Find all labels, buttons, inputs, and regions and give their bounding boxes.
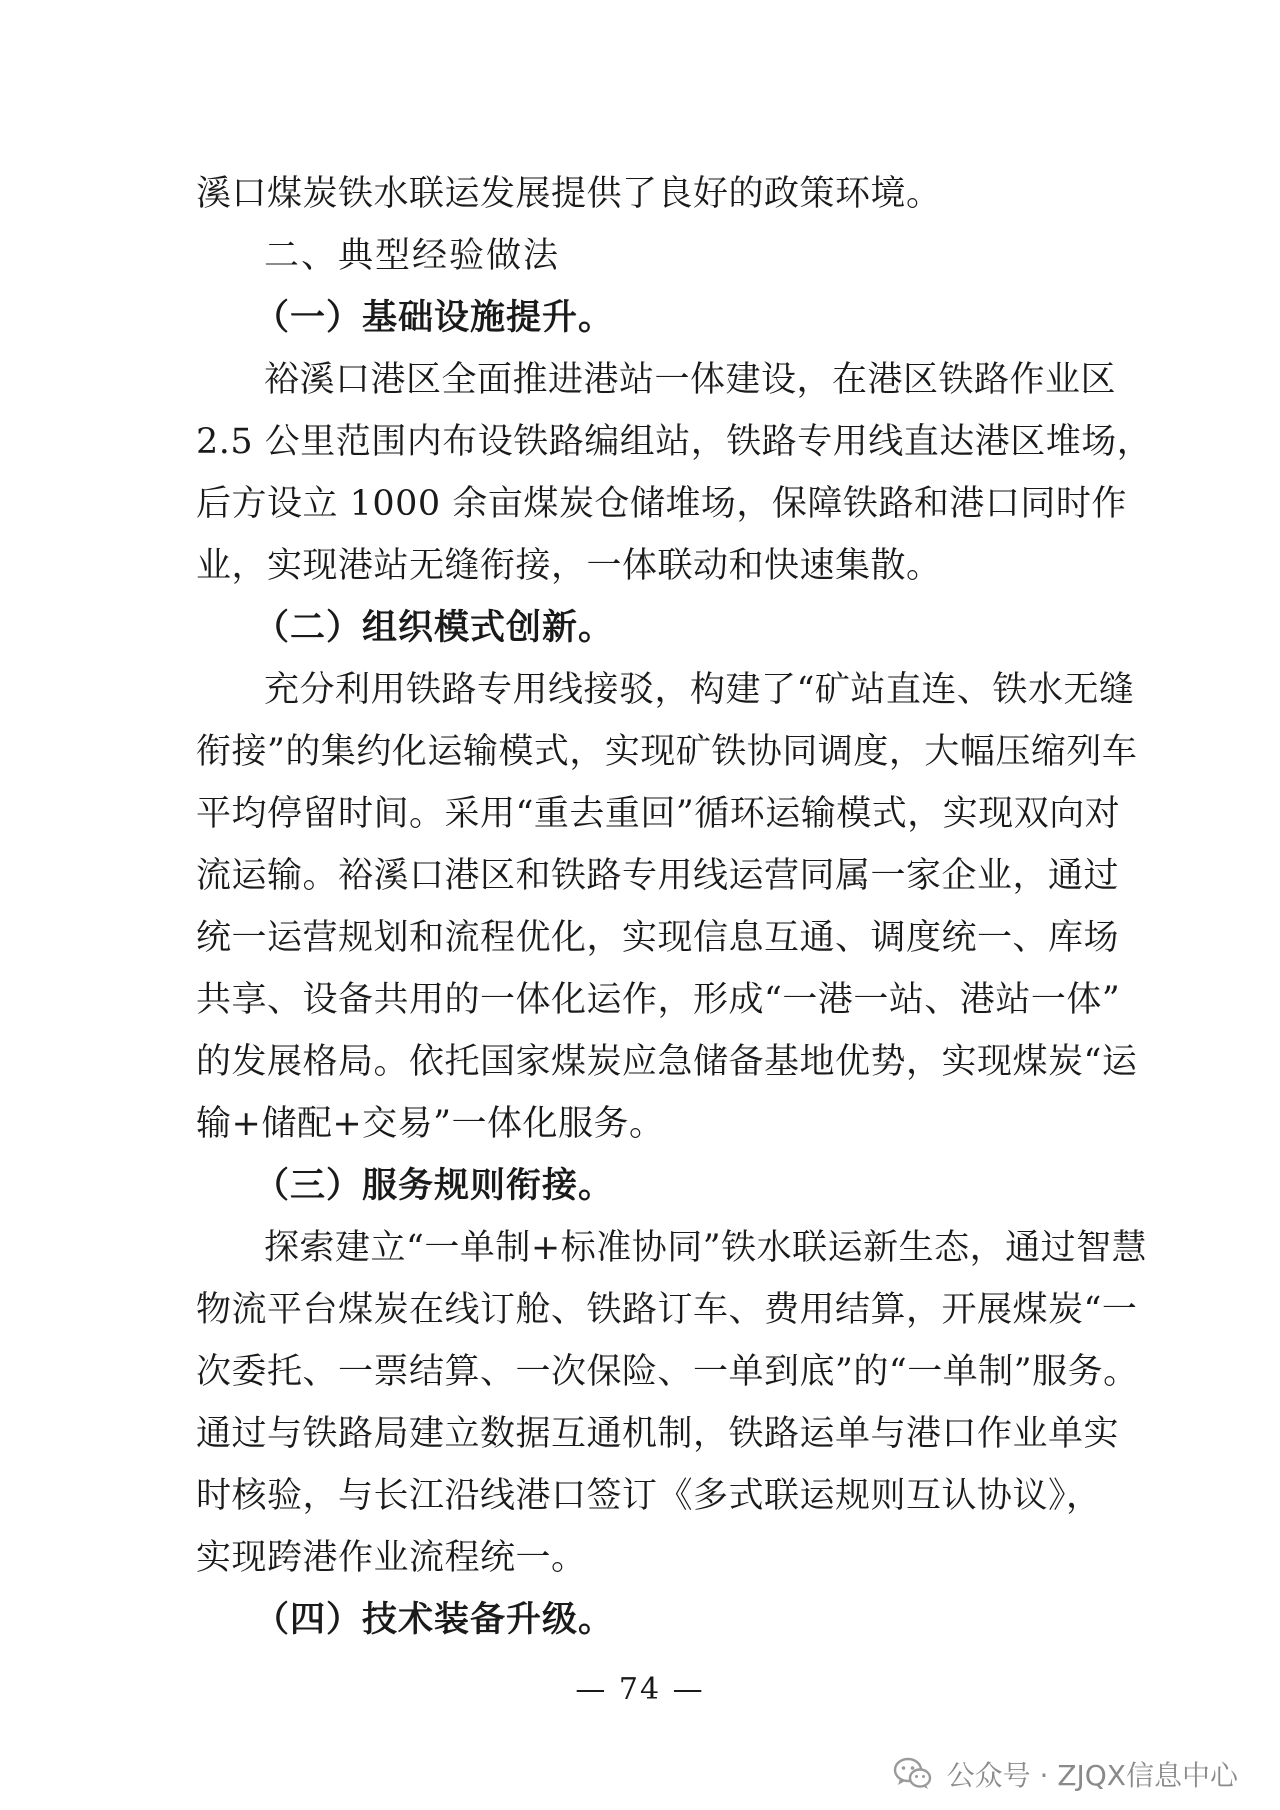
paragraph-last-line: 溪口煤炭铁水联运发展提供了良好的政策环境。 [196, 174, 942, 214]
paragraph-last-line: 输+储配+交易”一体化服务。 [196, 1104, 665, 1144]
body-line: 共享、设备共用的一体化运作，形成“一港一站、港站一体” [196, 980, 1121, 1020]
subsection-heading: （三）服务规则衔接。 [254, 1166, 615, 1206]
page-number: — 74 — [575, 1672, 705, 1707]
body-line: 次委托、一票结算、一次保险、一单到底”的“一单制”服务。 [196, 1352, 1139, 1392]
body-line: 流运输。裕溪口港区和铁路专用线运营同属一家企业，通过 [196, 856, 1120, 896]
watermark [893, 1752, 1238, 1796]
subsection-heading: （一）基础设施提升。 [254, 298, 615, 338]
body-line: 统一运营规划和流程优化，实现信息互通、调度统一、库场 [196, 918, 1120, 958]
paragraph-first-line: 裕溪口港区全面推进港站一体建设，在港区铁路作业区 [264, 360, 1117, 400]
document-body [196, 163, 1153, 1651]
subsection-heading: （二）组织模式创新。 [254, 608, 615, 648]
body-line: 物流平台煤炭在线订舱、铁路订车、费用结算，开展煤炭“一 [196, 1290, 1138, 1330]
paragraph-last-line: 实现跨港作业流程统一。 [196, 1538, 587, 1578]
paragraph-first-line: 探索建立“一单制+标准协同”铁水联运新生态，通过智慧 [264, 1228, 1148, 1268]
watermark-text: 公众号 · ZJQX信息中心 [946, 1759, 1238, 1792]
wechat-icon [893, 1757, 933, 1791]
paragraph-first-line: 充分利用铁路专用线接驳，构建了“矿站直连、铁水无缝 [264, 670, 1135, 710]
body-line: 2.5 公里范围内布设铁路编组站，铁路专用线直达港区堆场， [196, 422, 1153, 462]
body-line: 后方设立 1000 余亩煤炭仓储堆场，保障铁路和港口同时作 [196, 484, 1127, 524]
body-line: 通过与铁路局建立数据互通机制，铁路运单与港口作业单实 [196, 1414, 1120, 1454]
body-line: 的发展格局。依托国家煤炭应急储备基地优势，实现煤炭“运 [196, 1042, 1138, 1082]
body-line: 平均停留时间。采用“重去重回”循环运输模式，实现双向对 [196, 794, 1121, 834]
paragraph-last-line: 业，实现港站无缝衔接，一体联动和快速集散。 [196, 546, 942, 586]
body-line: 衔接”的集约化运输模式，实现矿铁协同调度，大幅压缩列车 [196, 732, 1138, 772]
section-heading: 二、典型经验做法 [264, 236, 561, 276]
subsection-heading: （四）技术装备升级。 [254, 1600, 615, 1640]
body-line: 时核验，与长江沿线港口签订《多式联运规则互认协议》， [196, 1476, 1102, 1516]
